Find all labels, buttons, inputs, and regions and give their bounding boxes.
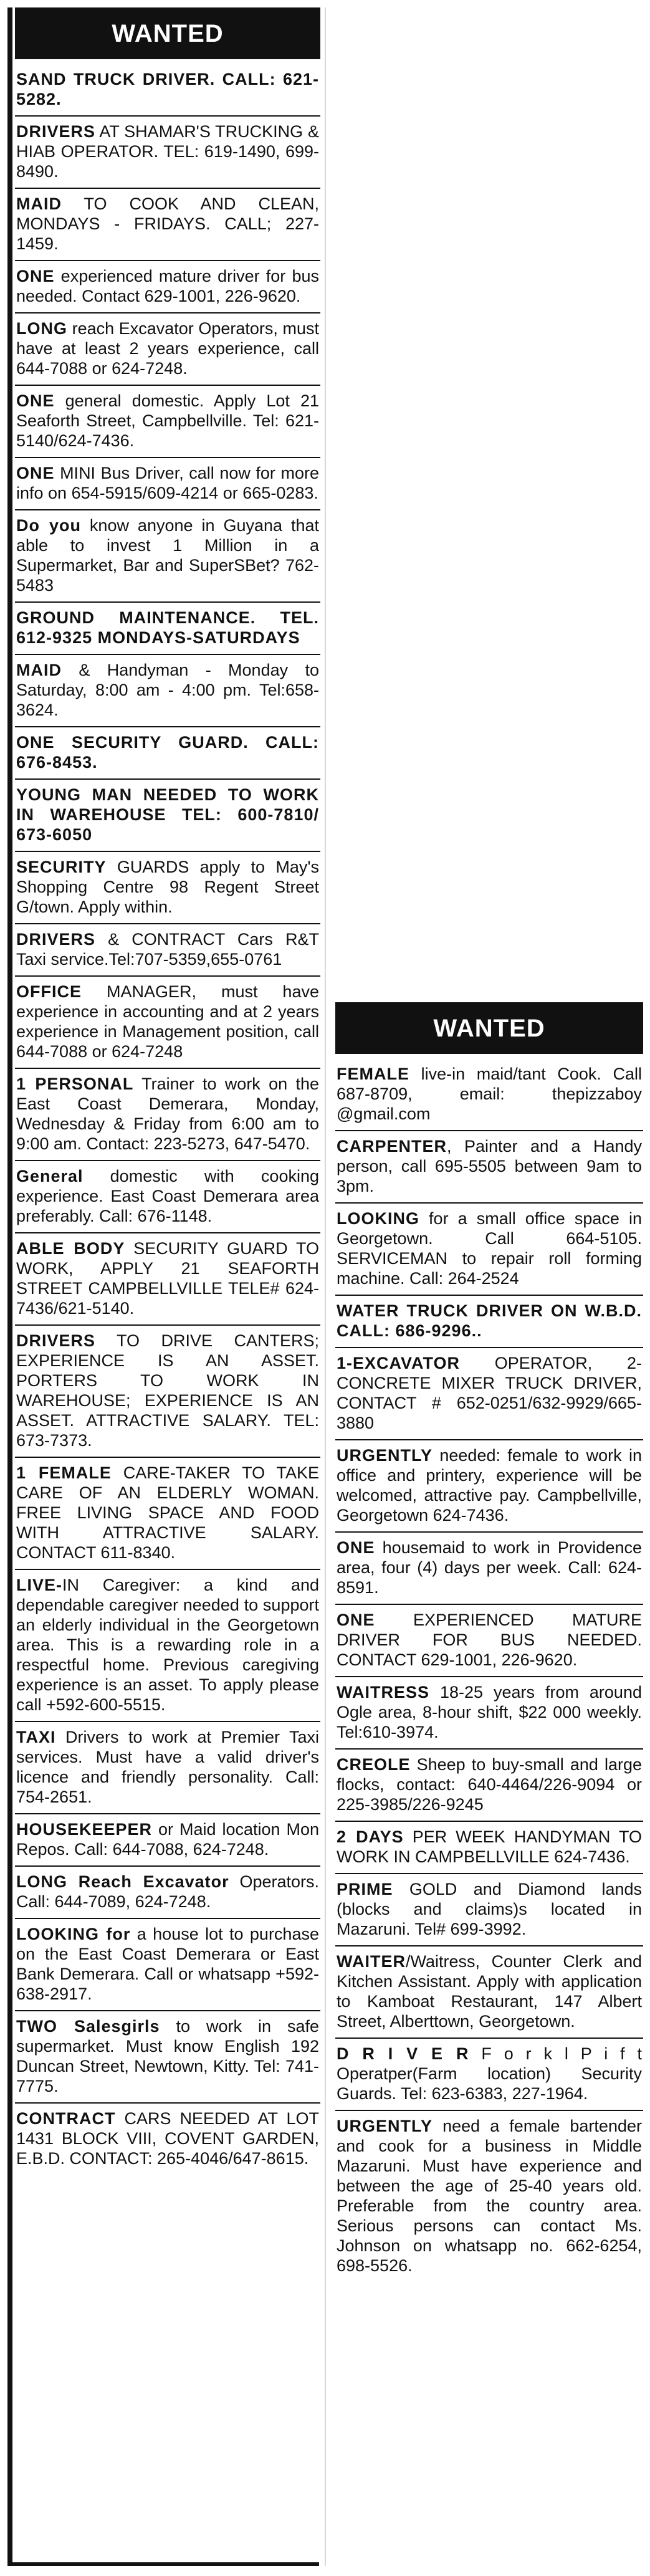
ad-body: 18-25 years from around Ogle area, 8-hour shift, $22 000 weekly. Tel:610-3974. [337,1683,642,1741]
classified-ad [335,1822,643,1874]
classified-ad [15,1867,320,1919]
ad-lead: WAITER [337,1952,406,1971]
ad-body: , Painter and a Handy person, call 695-5505 between 9am to 3pm. [337,1137,642,1195]
classified-ad [15,655,320,727]
right-heading: WANTED [335,1002,643,1054]
ad-lead: 1 FEMALE [16,1463,112,1482]
ad-body: know anyone in Guyana that able to invest 1 Million in a Supermarket, Bar and SuperSBet? 762-5483 [16,516,320,595]
ad-body: CARS NEEDED AT LOT 1431 BLOCK VIII, COVENT GARDEN, E.B.D. CONTACT: 265-4046/647-8615. [16,2109,319,2168]
classified-ad [335,1605,643,1677]
ad-lead: DRIVERS [16,1331,96,1350]
ad-lead: DRIVERS [16,930,96,949]
ad-body: experienced mature driver for bus needed. Contact 629-1001, 226-9620. [16,267,319,305]
ad-body: EXPERIENCED MATURE DRIVER FOR BUS NEEDED. CONTACT 629-1001, 226-9620. [337,1611,642,1669]
ad-body: needed: female to work in office and printery, experience will be welcomed, attractive pay. Campbellville, Georgetown 624-7436. [337,1446,642,1525]
classified-ad [15,117,320,189]
classified-ad [335,1874,643,1946]
ad-lead: ONE [337,1538,375,1557]
ad-lead: 1 PERSONAL [16,1075,134,1093]
classified-ad [15,1919,320,2011]
classified-ad [15,603,320,655]
ad-lead: LOOKING [337,1209,419,1228]
ad-body: TO DRIVE CANTERS; EXPERIENCE IS AN ASSET. PORTERS TO WORK IN WAREHOUSE; EXPERIENCE IS AN ASSET. ATTRACTIVE SALARY. TEL: 673-7373. [16,1331,319,1450]
ad-body: /Waitress, Counter Clerk and Kitchen Assistant. Apply with application to Kamboat Restaurant, 147 Albert Street, Alberttown, Georgetown. [337,1952,642,2031]
classified-ad [335,1677,643,1750]
ad-body: MINI Bus Driver, call now for more info on 654-5915/609-4214 or 665-0283. [16,464,319,502]
ad-lead: FEMALE [337,1065,409,1083]
classified-ad [335,2039,643,2111]
ad-lead: LONG [16,319,67,338]
ad-lead: ONE [16,267,55,285]
ad-lead: MAID [16,194,62,213]
ad-lead: LONG Reach Excavator [16,1872,229,1891]
classified-ad [15,852,320,924]
classified-ad [335,1204,643,1296]
ad-body: to work in safe supermarket. Must know English 192 Duncan Street, Newtown, Kitty. Tel: 741-7775. [16,2017,319,2095]
classified-ad [335,1750,643,1822]
ad-lead: ONE [16,391,55,410]
ad-body: need a female bartender and cook for a business in Middle Mazaruni. Must have experience and between the age of 25-40 years old. Preferable from the country area. Serious persons can contact Ms. Johnson on whatsapp no. 662-6254, 698-5526. [337,2117,642,2275]
ad-body: or Maid location Mon Repos. Call: 644-7088, 624-7248. [16,1820,319,1859]
classified-ad [15,2011,320,2104]
classified-ad [15,1814,320,1867]
ad-lead: ONE [16,464,55,482]
classified-ad [15,1722,320,1814]
ad-lead: General [16,1167,84,1185]
ad-lead: YOUNG MAN NEEDED TO WORK IN WAREHOUSE TEL: 600-7810/ 673-6050 [16,785,319,844]
ad-body: Drivers to work at Premier Taxi services. Must have a valid driver's licence and friendly personality. Call: 754-2651. [16,1728,319,1806]
ad-lead: TAXI [16,1728,56,1746]
ad-body: GUARDS apply to May's Shopping Centre 98 Regent Street G/town. Apply within. [16,858,319,916]
classified-ad [335,1059,643,1131]
ad-lead: PRIME [337,1880,393,1898]
ad-body: Trainer to work on the East Coast Demerara, Monday, Wednesday & Friday from 6:00 am to 9:00 am. Contact: 223-5273, 647-5470. [16,1075,319,1153]
classified-ad [15,727,320,780]
ad-lead: URGENTLY [337,1446,433,1465]
ad-body: Operators. Call: 644-7089, 624-7248. [16,1872,319,1911]
ad-body: for a small office space in Georgetown. Call 664-5105. SERVICEMAN to repair roll forming machine. Call: 264-2524 [337,1209,642,1288]
ad-lead: WAITRESS [337,1683,430,1702]
classified-ad [15,1458,320,1570]
bottom-rule [7,2562,319,2566]
ad-body: a house lot to purchase on the East Coast Demerara or East Bank Demerara. Call or whatsapp +592-638-2917. [16,1925,319,2003]
ad-body: domestic with cooking experience. East Coast Demerara area preferably. Call: 676-1148. [16,1167,319,1225]
classified-ad [335,2111,643,2282]
ad-body: reach Excavator Operators, must have at least 2 years experience, call 644-7088 or 624-7248. [16,319,319,378]
ad-lead: MAID [16,661,62,679]
classified-ad [15,2104,320,2175]
classified-ad [335,1296,643,1348]
classified-ad [335,1348,643,1440]
ad-body: F o r k l P i f t Operatper(Farm location) Security Guards. Tel: 623-6383, 227-1964. [337,2044,642,2103]
ad-lead: Do you [16,516,81,535]
ad-lead: DRIVERS [16,122,96,141]
classified-ad [15,458,320,510]
ad-lead: 1-EXCAVATOR [337,1354,461,1372]
classified-ad [15,1570,320,1722]
ad-body: live-in maid/tant Cook. Call 687-8709, email: thepizzaboy @gmail.com [337,1065,642,1123]
classified-ad [15,189,320,261]
ad-lead: SECURITY [16,858,107,876]
ad-body: GOLD and Diamond lands (blocks and claims)s located in Mazaruni. Tel# 699-3992. [337,1880,642,1938]
ad-lead: ONE [337,1611,375,1629]
classified-ad [15,1161,320,1233]
ad-lead: GROUND MAINTENANCE. TEL. 612-9325 MONDAYS-SATURDAYS [16,608,319,647]
ad-lead: CARPENTER [337,1137,447,1156]
ad-body: TO COOK AND CLEAN, MONDAYS - FRIDAYS. CALL; 227-1459. [16,194,319,253]
right-column [335,1002,643,2282]
ad-lead: 2 DAYS [337,1827,404,1846]
ad-lead: TWO Salesgirls [16,2017,160,2036]
classified-ad [335,1440,643,1533]
ad-body: CARE-TAKER TO TAKE CARE OF AN ELDERLY WOMAN. FREE LIVING SPACE AND FOOD WITH ATTRACTIVE SALARY. CONTACT 611-8340. [16,1463,319,1562]
classified-ad [15,780,320,852]
ad-body: OPERATOR, 2- CONCRETE MIXER TRUCK DRIVER, CONTACT # 652-0251/632-9929/665-3880 [337,1354,642,1432]
classified-ad [15,1069,320,1161]
ad-lead: CREOLE [337,1755,411,1774]
classified-ad [15,510,320,603]
ad-body: MANAGER, must have experience in accounting and at 2 years experience in Management position, call 644-7088 or 624-7248 [16,982,319,1061]
classified-ad [15,386,320,458]
ad-body: & CONTRACT Cars R&T Taxi service.Tel:707-5359,655-0761 [16,930,319,969]
ad-body: housemaid to work in Providence area, four (4) days per week. Call: 624-8591. [337,1538,642,1597]
ad-lead: CONTRACT [16,2109,116,2128]
ad-body: & Handyman - Monday to Saturday, 8:00 am - 4:00 pm. Tel:658-3624. [16,661,319,719]
left-column-rule [7,7,12,2566]
classified-ad [15,977,320,1069]
ad-body: general domestic. Apply Lot 21 Seaforth Street, Campbellville. Tel: 621-5140/624-7436. [16,391,319,450]
left-heading: WANTED [15,7,320,59]
ad-lead: WATER TRUCK DRIVER ON W.B.D. CALL: 686-9296.. [337,1301,642,1340]
ad-body: Sheep to buy-small and large flocks, contact: 640-4464/226-9094 or 225-3985/226-9245 [337,1755,642,1814]
ad-body: SECURITY GUARD TO WORK, APPLY 21 SEAFORTH STREET CAMPBELLVILLE TELE# 624-7436/621-5140. [16,1239,319,1318]
left-ads-list [15,64,320,2175]
ad-body: PER WEEK HANDYMAN TO WORK IN CAMPBELLVILLE 624-7436. [337,1827,643,1866]
left-column [15,7,320,2175]
ad-body: IN Caregiver: a kind and dependable caregiver needed to support an elderly individual in the Georgetown area. This is a rewarding role in a respectful home. Previous caregiving experience is an asset. To apply please call +592-600-5515. [16,1576,319,1714]
ad-lead: LOOKING for [16,1925,131,1943]
ad-lead: D R I V E R [337,2044,469,2063]
column-divider [325,7,326,2566]
classified-ad [15,64,320,117]
ad-lead: ONE SECURITY GUARD. CALL: 676-8453. [16,733,319,772]
classified-ad [15,314,320,386]
classified-ad [335,1533,643,1605]
classified-ad [335,1946,643,2039]
classified-ad [15,1326,320,1458]
ad-lead: LIVE- [16,1576,63,1594]
ad-lead: SAND TRUCK DRIVER. CALL: 621-5282. [16,70,319,108]
classified-ad [15,261,320,314]
ad-lead: OFFICE [16,982,82,1001]
right-ads-list [335,1059,643,2282]
ad-body: AT SHAMAR'S TRUCKING & HIAB OPERATOR. TEL: 619-1490, 699-8490. [16,122,319,181]
classified-ad [15,924,320,977]
ad-lead: URGENTLY [337,2117,433,2135]
ad-lead: HOUSEKEEPER [16,1820,153,1839]
classified-ad [335,1131,643,1204]
ad-lead: ABLE BODY [16,1239,125,1258]
classified-ad [15,1233,320,1326]
